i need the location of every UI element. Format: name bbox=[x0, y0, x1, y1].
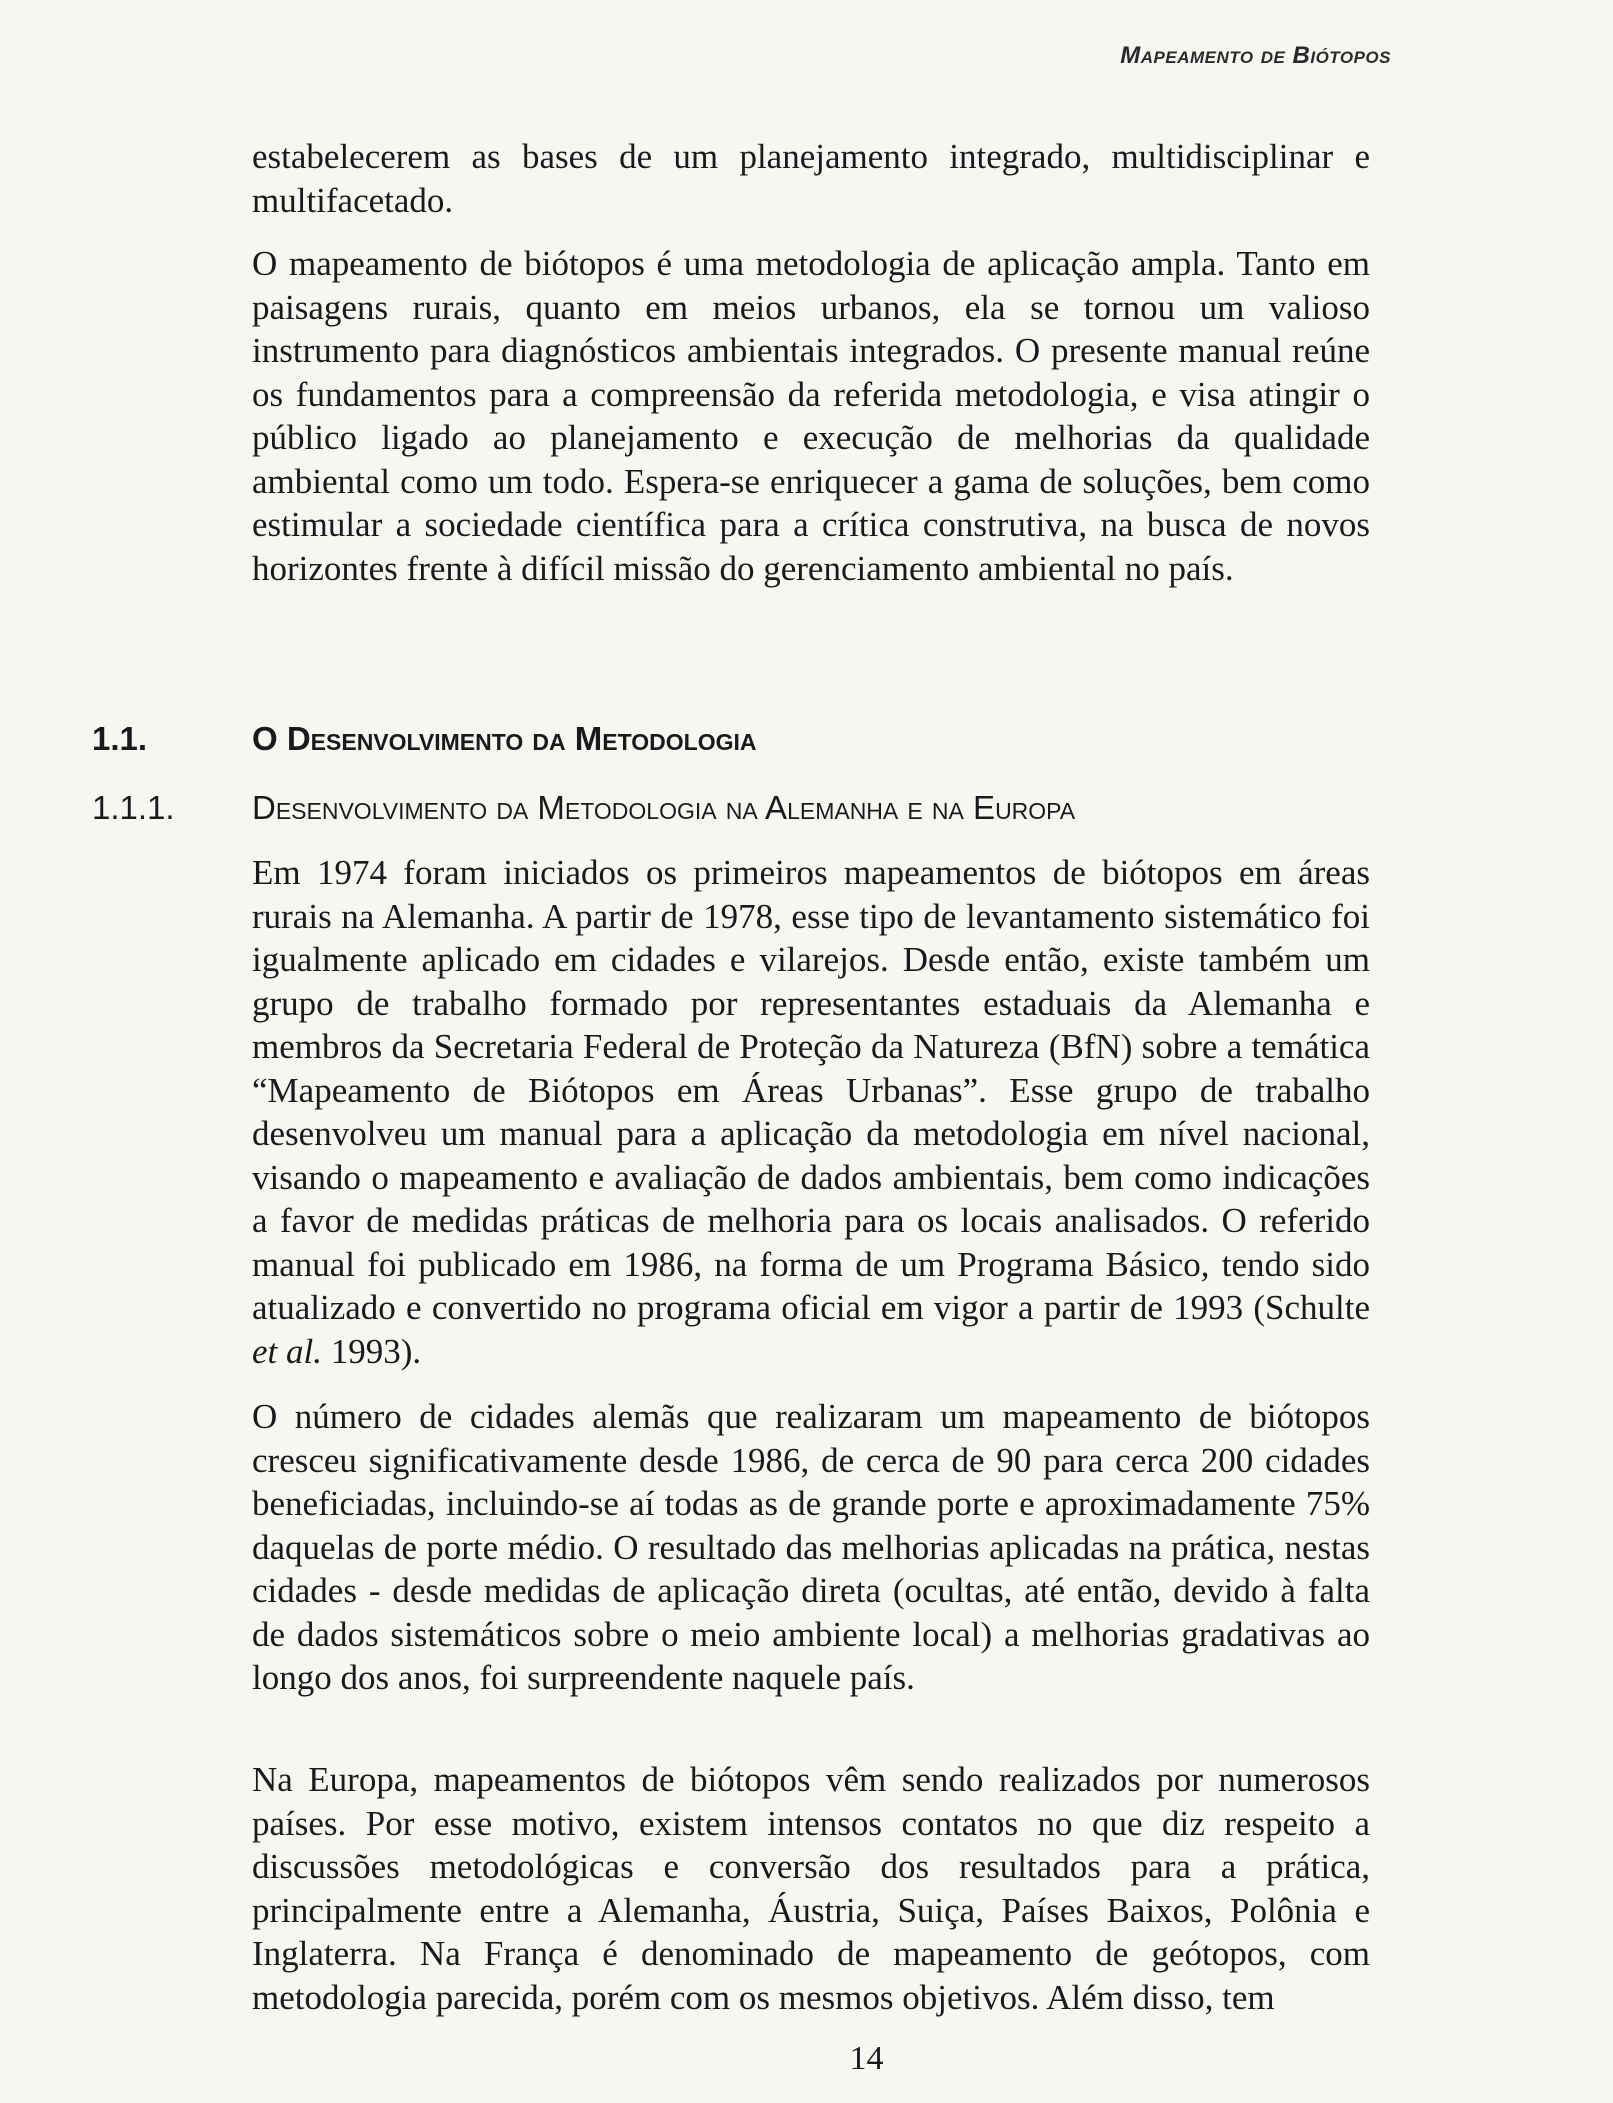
paragraph-europe: Na Europa, mapeamentos de biótopos vêm sendo realizados por numerosos países. Por esse motivo, existem intensos contatos no que diz respeito a discussões metodológicas e conversão dos resultados para a prática, principalmente entre a Alemanha, Áustria, Suiça, Países Baixos, Polônia e Inglaterra. Na França é denominado de mapeamento de geótopos, com metodologia parecida, porém com os mesmos objetivos. Além disso, tem bbox=[252, 1760, 1370, 2017]
running-header: Mapeamento de Biótopos bbox=[1120, 42, 1391, 69]
paragraph-germany-history bbox=[252, 851, 1370, 1373]
paragraph-methodology-overview: O mapeamento de biótopos é uma metodologia de aplicação ampla. Tanto em paisagens rurais, quanto em meios urbanos, ela se tornou um valioso instrumento para diagnósticos ambientais integrados. O presente manual reúne os fundamentos para a compreensão da referida metodologia, e visa atingir o público ligado ao planejamento e execução de melhorias da qualidade ambiental como um todo. Espera-se enriquecer a gama de soluções, bem como estimular a sociedade científica para a crítica construtiva, na busca de novos horizontes frente à difícil missão do gerenciamento ambiental no país. bbox=[252, 244, 1370, 588]
paragraph-intro-continuation: estabelecerem as bases de um planejamento integrado, multidisciplinar e multifacetado. bbox=[252, 137, 1370, 220]
paragraph-german-cities: O número de cidades alemãs que realizaram um mapeamento de biótopos cresceu significativamente desde 1986, de cerca de 90 para cerca 200 cidades beneficiadas, incluindo-se aí todas as de grande porte e aproximadamente 75% daquelas de porte médio. O resultado das melhorias aplicadas na prática, nestas cidades - desde medidas de aplicação direta (ocultas, até então, devido à falta de dados sistemáticos sobre o meio ambiente local) a melhorias gradativas ao longo dos anos, foi surpreendente naquele país. bbox=[252, 1397, 1370, 1697]
paragraph-germany-history-text: Em 1974 foram iniciados os primeiros mapeamentos de biótopos em áreas rurais na Alemanha. A partir de 1978, esse tipo de levantamento sistemático foi igualmente aplicado em cidades e vilarejos. Desde então, existe também um grupo de trabalho formado por representantes estaduais da Alemanha e membros da Secretaria Federal de Proteção da Natureza (BfN) sobre a temática “Mapeamento de Biótopos em Áreas Urbanas”. Esse grupo de trabalho desenvolveu um manual para a aplicação da metodologia em nível nacional, visando o mapeamento e avaliação de dados ambientais, bem como indicações a favor de medidas práticas de melhoria para os locais analisados. O referido manual foi publicado em 1986, na forma de um Programa Básico, tendo sido atualizado e convertido no programa oficial em vigor a partir de 1993 (Schulte bbox=[252, 853, 1370, 1327]
section-number: 1.1. bbox=[92, 720, 148, 757]
section-title: O Desenvolvimento da Metodologia bbox=[252, 720, 757, 757]
page-number: 14 bbox=[849, 2040, 884, 2077]
subsection-number: 1.1.1. bbox=[92, 789, 175, 826]
paragraph-germany-history-end: 1993). bbox=[321, 1331, 422, 1371]
subsection-title: Desenvolvimento da Metodologia na Alemanha e na Europa bbox=[252, 789, 1076, 826]
citation-et-al: et al. bbox=[252, 1331, 322, 1371]
